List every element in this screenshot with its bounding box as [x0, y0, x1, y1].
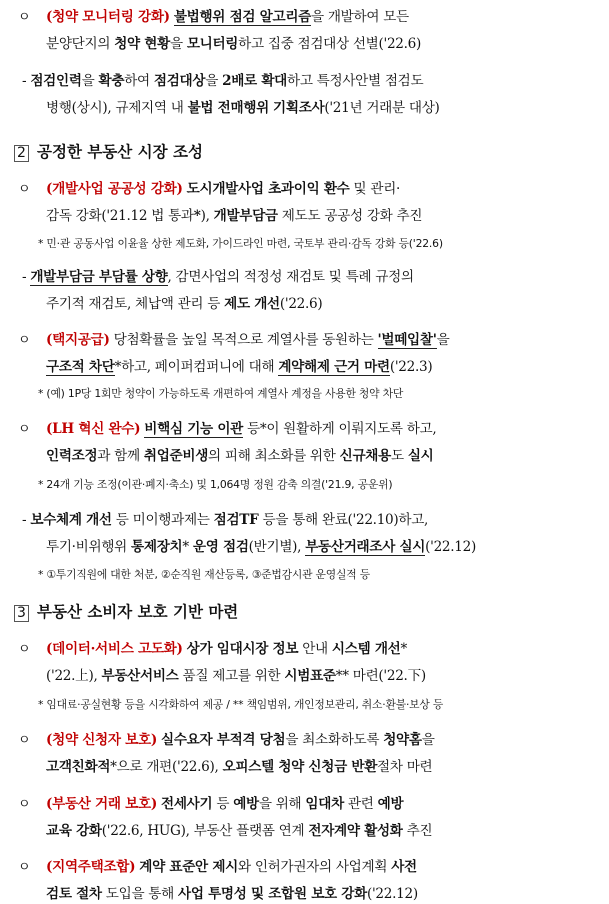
s2-burden-line2: [46, 295, 609, 313]
s3-transaction-line2: [46, 822, 609, 840]
text-run: 관련: [343, 796, 378, 812]
text-run: 도시개발사업 초과이익 환수: [186, 181, 350, 197]
s2-dev-publicness-note: * 민·관 공동사업 이윤율 상한 제도화, 가이드라인 마련, 국토부 관리·감독 강화 등('22.6): [38, 237, 443, 250]
text-run: ('22.上),: [46, 668, 102, 684]
item-subscription-monitoring-line1: [18, 8, 609, 27]
text-run: (청약 신청자 보호): [46, 732, 157, 748]
section-title: 공정한 부동산 시장 조성: [37, 143, 203, 161]
text-run: 구조적 차단: [46, 359, 115, 375]
s2-burden-line1: [22, 268, 609, 286]
text-run: *: [182, 539, 193, 555]
text-run: 전세사기: [160, 796, 213, 812]
text-run: 시범표준: [284, 668, 336, 684]
text-run: 임대차: [305, 796, 344, 812]
s3-housing-union-line1: [18, 858, 609, 877]
text-run: 검토 절차: [46, 886, 102, 902]
text-run: 과 함께: [97, 448, 144, 464]
text-run: ('22.6, HUG), 부동산 플랫폼 연계: [101, 823, 309, 839]
text-run: -: [22, 73, 31, 89]
text-run: 취업준비생: [143, 448, 209, 464]
section-number-box: 2: [14, 145, 29, 162]
text-run: 하여: [124, 73, 154, 89]
text-run: (청약 모니터링 강화): [46, 9, 170, 25]
text-run: 추진: [402, 823, 433, 839]
text-run: 불법 전매행위: [187, 100, 269, 116]
text-run: 을 최소화하도록: [285, 732, 384, 748]
text-run: 실시: [407, 448, 434, 464]
text-run: 등*이 원활하게 이뤄지도록 하고,: [242, 421, 437, 437]
text-run: 안내: [298, 641, 332, 657]
text-run: ),: [200, 208, 214, 224]
text-run: 투기·비위행위: [46, 539, 132, 555]
text-run: 점검TF: [213, 512, 259, 528]
text-run: 비핵심 기능 이관: [144, 421, 243, 437]
text-run: -: [22, 269, 31, 285]
s2-land-supply-line1: [18, 331, 609, 350]
bullet-icon: ㅇ: [18, 333, 31, 348]
text-run: 기획조사: [273, 100, 325, 116]
text-run: (택지공급): [46, 332, 110, 348]
text-run: 당첨확률을 높일 목적으로 계열사를 동원하는: [109, 332, 378, 348]
text-run: ('22.3): [389, 359, 433, 375]
s3-applicant-line2: [46, 758, 609, 776]
text-run: 교육 강화: [46, 823, 102, 839]
text-run: 개발부담금 부담률 상향: [30, 269, 168, 285]
text-run: 인력조정: [46, 448, 98, 464]
s2-lh-reform-line2: [46, 447, 609, 465]
text-run: 모니터링: [186, 36, 239, 52]
s3-transaction-line1: [18, 795, 609, 814]
text-run: *으로 개편('22.6),: [110, 759, 223, 775]
text-run: 예방: [377, 796, 404, 812]
text-run: -: [22, 512, 31, 528]
s2-dev-publicness-line1: [18, 180, 609, 199]
text-run: 점검인력: [30, 73, 82, 89]
s2-pay-system-line1: [22, 511, 609, 529]
text-run: ('22.12): [366, 886, 418, 902]
s3-data-service-line2: [46, 667, 609, 685]
item-inspection-staff-line2: [46, 99, 609, 117]
text-run: 을 개발하여 모든: [311, 9, 409, 25]
text-run: 개발부담금: [213, 208, 278, 224]
text-run: 고객친화적: [46, 759, 111, 775]
text-run: 계약 표준안 제시: [139, 859, 238, 875]
text-run: (지역주택조합): [46, 859, 136, 875]
bullet-icon: ㅇ: [18, 422, 31, 437]
text-run: 등을 통해 완료('22.10)하고,: [258, 512, 429, 528]
text-run: 시스템 개선: [331, 641, 401, 657]
text-run: 하고 집중 점검대상 선별('22.6): [238, 36, 422, 52]
text-run: (부동산 거래 보호): [46, 796, 157, 812]
text-run: (개발사업 공공성 강화): [46, 181, 183, 197]
text-run: 통제장치: [131, 539, 183, 555]
text-run: '벌떼입찰': [377, 332, 437, 348]
text-run: 예방: [233, 796, 259, 812]
text-run: ('21년 거래분 대상): [324, 100, 440, 116]
text-run: 점검대상: [153, 73, 206, 89]
text-run: 보수체계 개선: [30, 512, 112, 528]
text-run: 의 피해 최소화를 위한: [208, 448, 340, 464]
text-run: ('22.12): [425, 539, 476, 555]
s3-data-service-note: * 임대료·공실현황 등을 시각화하여 제공 / ** 책임범위, 개인정보관리, 취소·환불·보상 등: [38, 698, 444, 711]
item-subscription-monitoring-line2: [46, 35, 609, 53]
text-run: 을: [436, 332, 450, 348]
text-run: 확충: [98, 73, 125, 89]
text-run: 제도 개선: [224, 296, 280, 312]
section-number-box: 3: [14, 605, 29, 622]
text-run: ㅇ: [18, 10, 31, 25]
text-run: 병행(상시), 규제지역 내: [46, 100, 188, 116]
s2-land-supply-note: * (예) 1P당 1회만 청약이 가능하도록 개편하여 계열사 계정을 사용한 청약 차단: [38, 387, 404, 400]
s2-pay-system-note: * ①투기직원에 대한 처분, ②순직원 재산등록, ③준법감시관 운영실적 등: [38, 568, 370, 581]
text-run: 불법행위 점검 알고리즘: [173, 9, 311, 25]
text-run: 사업 투명성 및 조합원 보호 강화: [178, 886, 367, 902]
text-run: 전자계약 활성화: [308, 823, 403, 839]
text-run: 2배로 확대: [222, 73, 287, 89]
text-run: (반기별),: [248, 539, 306, 555]
text-run: 을: [205, 73, 223, 89]
bullet-icon: ㅇ: [18, 733, 31, 748]
text-run: 을: [169, 36, 187, 52]
bullet-icon: ㅇ: [18, 860, 31, 875]
text-run: 감독 강화('21.12 법 통과: [46, 208, 194, 224]
s2-land-supply-line2: [46, 358, 609, 376]
text-run: *하고, 페이퍼컴퍼니에 대해: [114, 359, 279, 375]
text-run: 을: [421, 732, 435, 748]
text-run: (LH 혁신 완수): [46, 421, 141, 437]
bullet-icon: ㅇ: [18, 182, 31, 197]
text-run: 제도도 공공성 강화 추진: [277, 208, 423, 224]
text-run: 계약해제 근거 마련: [278, 359, 390, 375]
text-run: , 감면사업의 적정성 재검토 및 특례 규정의: [167, 269, 414, 285]
s3-data-service-line1: [18, 640, 609, 659]
text-run: 품질 제고를 위한: [178, 668, 285, 684]
bullet-icon: ㅇ: [18, 797, 31, 812]
section-3-heading: [14, 601, 609, 623]
section-2-heading: [14, 141, 609, 163]
text-run: ('22.6): [279, 296, 323, 312]
s3-applicant-line1: [18, 731, 609, 750]
bullet-icon: ㅇ: [18, 642, 31, 657]
text-run: 절차 마련: [377, 759, 433, 775]
text-run: 실수요자 부적격 당첨: [160, 732, 286, 748]
text-run: 을: [81, 73, 99, 89]
text-run: 도: [390, 448, 408, 464]
text-run: 상가 임대시장 정보: [186, 641, 299, 657]
text-run: 사전: [391, 859, 417, 875]
text-run: 분양단지의: [46, 36, 115, 52]
text-run: 신규채용: [339, 448, 391, 464]
text-run: 을 위해: [258, 796, 306, 812]
text-run: 부동산서비스: [101, 668, 179, 684]
text-run: 도입을 통해: [101, 886, 178, 902]
s3-housing-union-line2: [46, 885, 609, 903]
text-run: 및 관리·: [349, 181, 401, 197]
text-run: 오피스텔 청약 신청금 반환: [222, 759, 378, 775]
text-run: 운영 점검: [192, 539, 249, 555]
text-run: 와 인허가권자의 사업계획: [237, 859, 392, 875]
section-title: 부동산 소비자 보호 기반 마련: [37, 603, 239, 621]
text-run: 등 미이행과제는: [111, 512, 214, 528]
item-inspection-staff-line1: [22, 72, 609, 90]
text-run: *: [400, 641, 407, 657]
text-run: ** 마련('22.下): [335, 668, 426, 684]
text-run: 주기적 재검토, 체납액 관리 등: [46, 296, 225, 312]
text-run: 청약홈: [383, 732, 422, 748]
text-run: 청약 현황: [114, 36, 170, 52]
text-run: 부동산거래조사 실시: [305, 539, 426, 555]
text-run: (데이터·서비스 고도화): [46, 641, 183, 657]
text-run: *: [193, 208, 201, 224]
s2-lh-reform-note: * 24개 기능 조정(이관·폐지·축소) 및 1,064명 정원 감축 의결('21.9, 공운위): [38, 478, 393, 491]
s2-dev-publicness-line2: [46, 207, 609, 225]
s2-lh-reform-line1: [18, 420, 609, 439]
text-run: 등: [212, 796, 234, 812]
s2-pay-system-line2: [46, 538, 609, 556]
text-run: 하고 특정사안별 점검도: [286, 73, 424, 89]
